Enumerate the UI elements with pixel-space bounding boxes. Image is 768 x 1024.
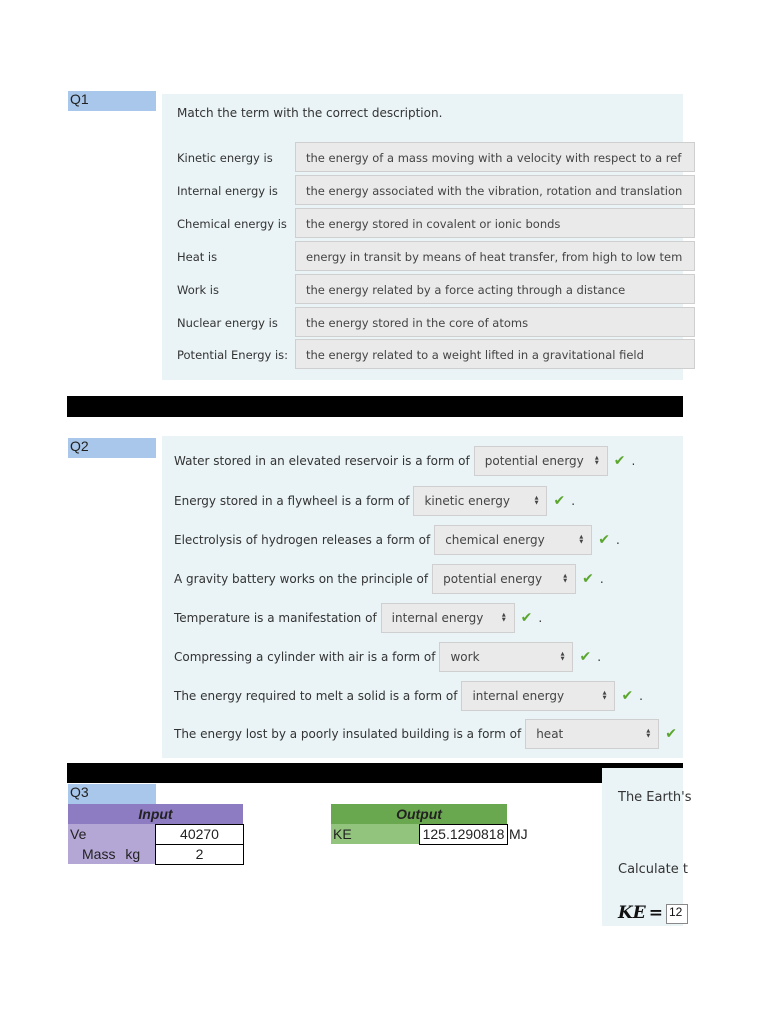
match-row: [162, 274, 682, 306]
match-term: Nuclear energy is: [177, 316, 278, 330]
match-row: [162, 241, 682, 273]
select-value: potential energy: [443, 572, 543, 586]
sentence-end: .: [615, 533, 620, 547]
updown-icon: ▲ ▼: [579, 534, 584, 545]
answer-select[interactable]: [434, 525, 592, 555]
updown-icon: ▲ ▼: [602, 690, 607, 701]
output-header: Output: [331, 804, 507, 824]
check-icon: ✔: [621, 688, 634, 704]
match-answer-box[interactable]: the energy stored in covalent or ionic bonds: [295, 208, 695, 238]
match-answer-box[interactable]: the energy associated with the vibration, rotation and translation: [295, 175, 695, 205]
formula-equals: =: [648, 903, 663, 923]
select-value: work: [450, 650, 480, 664]
question-panel: [602, 768, 692, 926]
updown-icon: ▲ ▼: [646, 728, 651, 739]
q1-panel: [162, 94, 683, 380]
mass-label-cell: [68, 844, 155, 864]
fill-blank-row: [174, 444, 635, 478]
q1-label: Q1: [68, 91, 156, 111]
match-row: [162, 339, 682, 371]
match-answer-box[interactable]: the energy related to a weight lifted in a gravitational field: [295, 339, 695, 369]
match-term: Work is: [177, 283, 219, 297]
match-term: Internal energy is: [177, 184, 278, 198]
check-icon: ✔: [553, 493, 566, 509]
fill-blank-row: [174, 679, 643, 713]
match-term: Heat is: [177, 250, 218, 264]
check-icon: ✔: [665, 726, 677, 742]
q2-panel: [162, 436, 683, 758]
updown-icon: ▲ ▼: [594, 455, 599, 466]
ke-answer-input[interactable]: 12: [666, 904, 688, 924]
question-prompt: A gravity battery works on the principle of: [174, 572, 429, 586]
q3-label: Q3: [68, 784, 156, 804]
updown-icon: ▲ ▼: [534, 495, 539, 506]
match-answer-box[interactable]: the energy of a mass moving with a velocity with respect to a ref: [295, 142, 695, 172]
question-prompt: Compressing a cylinder with air is a form of: [174, 650, 436, 664]
match-answer-box[interactable]: energy in transit by means of heat transfer, from high to low tem: [295, 241, 695, 271]
q2-label: Q2: [68, 438, 156, 458]
sentence-end: .: [599, 572, 604, 586]
mass-unit: kg: [125, 846, 141, 862]
answer-select[interactable]: [439, 642, 573, 672]
sentence-end: .: [538, 611, 543, 625]
mass-label: Mass: [82, 846, 116, 862]
select-value: kinetic energy: [424, 494, 510, 508]
sentence-end: .: [597, 650, 602, 664]
answer-select[interactable]: [432, 564, 576, 594]
match-term: Potential Energy is:: [177, 348, 289, 362]
fill-blank-row: [174, 562, 604, 596]
answer-select[interactable]: [381, 603, 515, 633]
question-prompt: Energy stored in a flywheel is a form of: [174, 494, 410, 508]
question-prompt: Water stored in an elevated reservoir is a form of: [174, 454, 470, 468]
sentence-end: .: [571, 494, 576, 508]
answer-select[interactable]: [413, 486, 547, 516]
input-header: Input: [68, 804, 243, 824]
answer-select[interactable]: [525, 719, 659, 749]
question-prompt: The energy lost by a poorly insulated building is a form of: [174, 727, 522, 741]
question-prompt: The energy required to melt a solid is a form of: [174, 689, 458, 703]
mass-input[interactable]: 2: [155, 844, 244, 865]
select-value: internal energy: [391, 611, 484, 625]
select-value: internal energy: [472, 689, 565, 703]
match-row: [162, 142, 682, 174]
formula-lhs: KE: [618, 903, 646, 923]
question-prompt: Temperature is a manifestation of: [174, 611, 377, 625]
check-icon: ✔: [520, 610, 533, 626]
separator-bar: [67, 396, 683, 417]
fill-blank-row: [174, 484, 575, 518]
match-answer-box[interactable]: the energy stored in the core of atoms: [295, 307, 695, 337]
check-icon: ✔: [582, 571, 594, 587]
question-text: The Earth's: [618, 790, 692, 805]
fill-blank-row: [174, 523, 620, 557]
match-answer-box[interactable]: the energy related by a force acting through a distance: [295, 274, 695, 304]
match-row: [162, 307, 682, 339]
fill-blank-row: [174, 601, 542, 635]
sentence-end: .: [639, 689, 643, 703]
q1-instruction: Match the term with the correct description.: [177, 106, 443, 120]
match-term: Kinetic energy is: [177, 151, 273, 165]
updown-icon: ▲ ▼: [563, 573, 568, 584]
match-term: Chemical energy is: [177, 217, 287, 231]
ve-input[interactable]: 40270: [155, 824, 244, 845]
check-icon: ✔: [613, 453, 626, 469]
select-value: potential energy: [484, 454, 584, 468]
ke-label: KE: [331, 824, 419, 844]
fill-blank-row: [174, 717, 677, 751]
match-row: [162, 175, 682, 207]
check-icon: ✔: [598, 532, 610, 548]
question-prompt: Electrolysis of hydrogen releases a form of: [174, 533, 431, 547]
ve-label: Ve: [68, 824, 155, 844]
sentence-end: .: [631, 454, 636, 468]
select-value: heat: [536, 727, 564, 741]
check-icon: ✔: [579, 649, 592, 665]
select-value: chemical energy: [445, 533, 545, 547]
answer-select[interactable]: [474, 446, 608, 476]
ke-formula: [618, 903, 688, 924]
match-row: [162, 208, 682, 240]
ke-output: 125.1290818: [419, 824, 508, 845]
fill-blank-row: [174, 640, 601, 674]
answer-select[interactable]: [461, 681, 615, 711]
updown-icon: ▲ ▼: [560, 651, 565, 662]
ke-unit: MJ: [509, 826, 528, 842]
separator-bar: [67, 763, 683, 783]
updown-icon: ▲ ▼: [501, 612, 506, 623]
instruction-text: Calculate t: [618, 862, 688, 877]
